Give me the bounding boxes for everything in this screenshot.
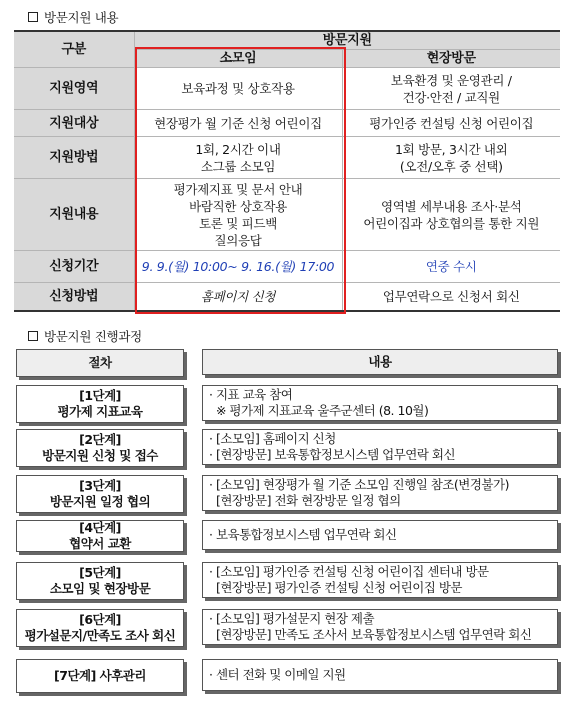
- section-title-visit-content: 방문지원 내용: [28, 8, 118, 26]
- application-period-value: 9. 9.(월) 10:00~ 9. 16.(월) 17:00: [134, 251, 342, 283]
- section-title-process: 방문지원 진행과정: [28, 327, 142, 345]
- table-row: [14, 137, 560, 179]
- row-label: 지원영역: [14, 68, 134, 110]
- step-content: · [소모임] 평가인증 컨설팅 신청 어린이집 센터내 방문 [현장방문] 평가인증 컨설팅 신청 어린이집 방문: [202, 562, 558, 598]
- process-header-step: 절차: [16, 349, 184, 377]
- table-corner-header: 구분: [14, 31, 134, 68]
- table-cell: 보육환경 및 운영관리 / 건강·안전 / 교직원: [342, 68, 560, 110]
- table-row: [14, 68, 560, 110]
- square-bullet-icon: [28, 12, 38, 22]
- row-label: 지원내용: [14, 179, 134, 251]
- visit-support-table: [14, 30, 560, 312]
- col-header-site-visit: 현장방문: [342, 50, 560, 68]
- table-row: [14, 251, 560, 283]
- table-cell: 1회 방문, 3시간 내외 (오전/오후 중 선택): [342, 137, 560, 179]
- table-cell: 영역별 세부내용 조사·분석 어린이집과 상호협의를 통한 지원: [342, 179, 560, 251]
- table-cell: 보육과정 및 상호작용: [134, 68, 342, 110]
- table-cell: 현장평가 월 기준 신청 어린이집: [134, 110, 342, 137]
- step-content: · [소모임] 홈페이지 신청 · [현장방문] 보육통합정보시스템 업무연락 회신: [202, 429, 558, 465]
- table-row: [14, 110, 560, 137]
- step-label: [4단계] 협약서 교환: [16, 520, 184, 552]
- step-label: [2단계] 방문지원 신청 및 접수: [16, 429, 184, 467]
- step-label: [6단계] 평가설문지/만족도 조사 회신: [16, 609, 184, 647]
- step-content: · 지표 교육 참여 ※ 평가제 지표교육 울주군센터 (8. 10월): [202, 385, 558, 421]
- step-content: · [소모임] 현장평가 월 기준 소모임 진행일 참조(변경불가) [현장방문] 전화 현장방문 일정 협의: [202, 475, 558, 511]
- process-header-content: 내용: [202, 349, 558, 375]
- table-row: [14, 179, 560, 251]
- table-cell: 업무연락으로 신청서 회신: [342, 283, 560, 311]
- step-content: · 센터 전화 및 이메일 지원: [202, 659, 558, 691]
- step-content: · 보육통합정보시스템 업무연락 회신: [202, 520, 558, 550]
- square-bullet-icon: [28, 331, 38, 341]
- row-label: 지원방법: [14, 137, 134, 179]
- table-cell: 평가인증 컨설팅 신청 어린이집: [342, 110, 560, 137]
- row-label: 신청방법: [14, 283, 134, 311]
- step-label: [3단계] 방문지원 일정 협의: [16, 475, 184, 513]
- table-group-header: 방문지원: [134, 31, 560, 50]
- table-row: [14, 283, 560, 311]
- table-cell: 홈페이지 신청: [134, 283, 342, 311]
- col-header-small-group: 소모임: [134, 50, 342, 68]
- table-cell: 1회, 2시간 이내 소그룹 소모임: [134, 137, 342, 179]
- step-content: · [소모임] 평가설문지 현장 제출 [현장방문] 만족도 조사서 보육통합정보시스템 업무연락 회신: [202, 609, 558, 645]
- row-label: 신청기간: [14, 251, 134, 283]
- application-period-value: 연중 수시: [342, 251, 560, 283]
- table-cell: 평가제지표 및 문서 안내 바람직한 상호작용 토론 및 피드백 질의응답: [134, 179, 342, 251]
- step-label: [1단계] 평가제 지표교육: [16, 385, 184, 423]
- row-label: 지원대상: [14, 110, 134, 137]
- step-label: [7단계] 사후관리: [16, 659, 184, 693]
- step-label: [5단계] 소모임 및 현장방문: [16, 562, 184, 600]
